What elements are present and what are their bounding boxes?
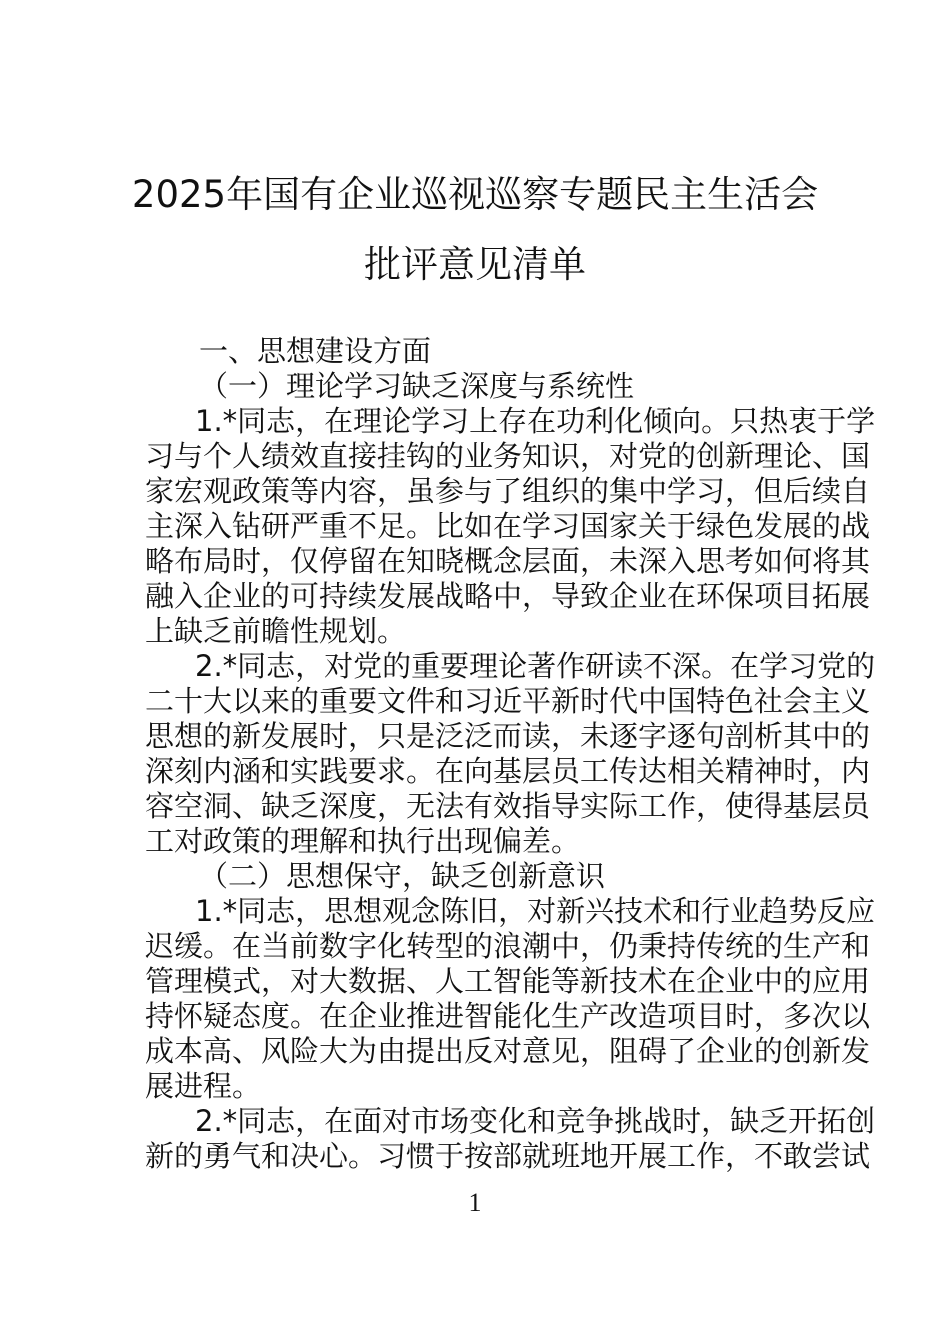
- paragraph-line: 2.*同志，对党的重要理论著作研读不深。在学习党的: [195, 649, 876, 683]
- paragraph-line: 工对政策的理解和执行出现偏差。: [145, 824, 581, 858]
- paragraph-line: 成本高、风险大为由提出反对意见，阻碍了企业的创新发: [145, 1034, 871, 1068]
- paragraph-line: 管理模式，对大数据、人工智能等新技术在企业中的应用: [145, 964, 871, 998]
- paragraph-line: 二十大以来的重要文件和习近平新时代中国特色社会主义: [145, 684, 871, 718]
- subsection-heading: （一）理论学习缺乏深度与系统性: [199, 369, 635, 403]
- document-title-line-2: 批评意见清单: [364, 243, 586, 286]
- section-heading: 一、思想建设方面: [199, 334, 432, 368]
- paragraph-line: 新的勇气和决心。习惯于按部就班地开展工作，不敢尝试: [145, 1139, 871, 1173]
- paragraph-line: 上缺乏前瞻性规划。: [145, 614, 407, 648]
- paragraph-line: 2.*同志，在面对市场变化和竞争挑战时，缺乏开拓创: [195, 1104, 876, 1138]
- paragraph-line: 迟缓。在当前数字化转型的浪潮中，仍秉持传统的生产和: [145, 929, 871, 963]
- paragraph-line: 深刻内涵和实践要求。在向基层员工传达相关精神时，内: [145, 754, 871, 788]
- paragraph-line: 习与个人绩效直接挂钩的业务知识，对党的创新理论、国: [145, 439, 871, 473]
- paragraph: [145, 404, 876, 649]
- document-body: [145, 334, 876, 1174]
- paragraph-line: 融入企业的可持续发展战略中，导致企业在环保项目拓展: [145, 579, 871, 613]
- paragraph-line: 1.*同志，思想观念陈旧，对新兴技术和行业趋势反应: [195, 894, 876, 928]
- paragraph-line: 展进程。: [145, 1069, 262, 1103]
- paragraph: [145, 894, 876, 1104]
- paragraph: [145, 1104, 876, 1174]
- paragraph-line: 思想的新发展时，只是泛泛而读，未逐字逐句剖析其中的: [145, 719, 871, 753]
- document-title-line-1: 2025年国有企业巡视巡察专题民主生活会: [131, 173, 819, 216]
- subsection-heading: （二）思想保守，缺乏创新意识: [199, 859, 606, 893]
- paragraph-line: 略布局时，仅停留在知晓概念层面，未深入思考如何将其: [145, 544, 871, 578]
- paragraph-line: 1.*同志，在理论学习上存在功利化倾向。只热衷于学: [195, 404, 876, 438]
- paragraph-line: 家宏观政策等内容，虽参与了组织的集中学习，但后续自: [145, 474, 871, 508]
- page-number: 1: [468, 1188, 482, 1217]
- paragraph-line: 容空洞、缺乏深度，无法有效指导实际工作，使得基层员: [145, 789, 871, 823]
- paragraph: [145, 649, 876, 859]
- paragraph-line: 主深入钻研严重不足。比如在学习国家关于绿色发展的战: [145, 509, 871, 543]
- paragraph-line: 持怀疑态度。在企业推进智能化生产改造项目时，多次以: [145, 999, 871, 1033]
